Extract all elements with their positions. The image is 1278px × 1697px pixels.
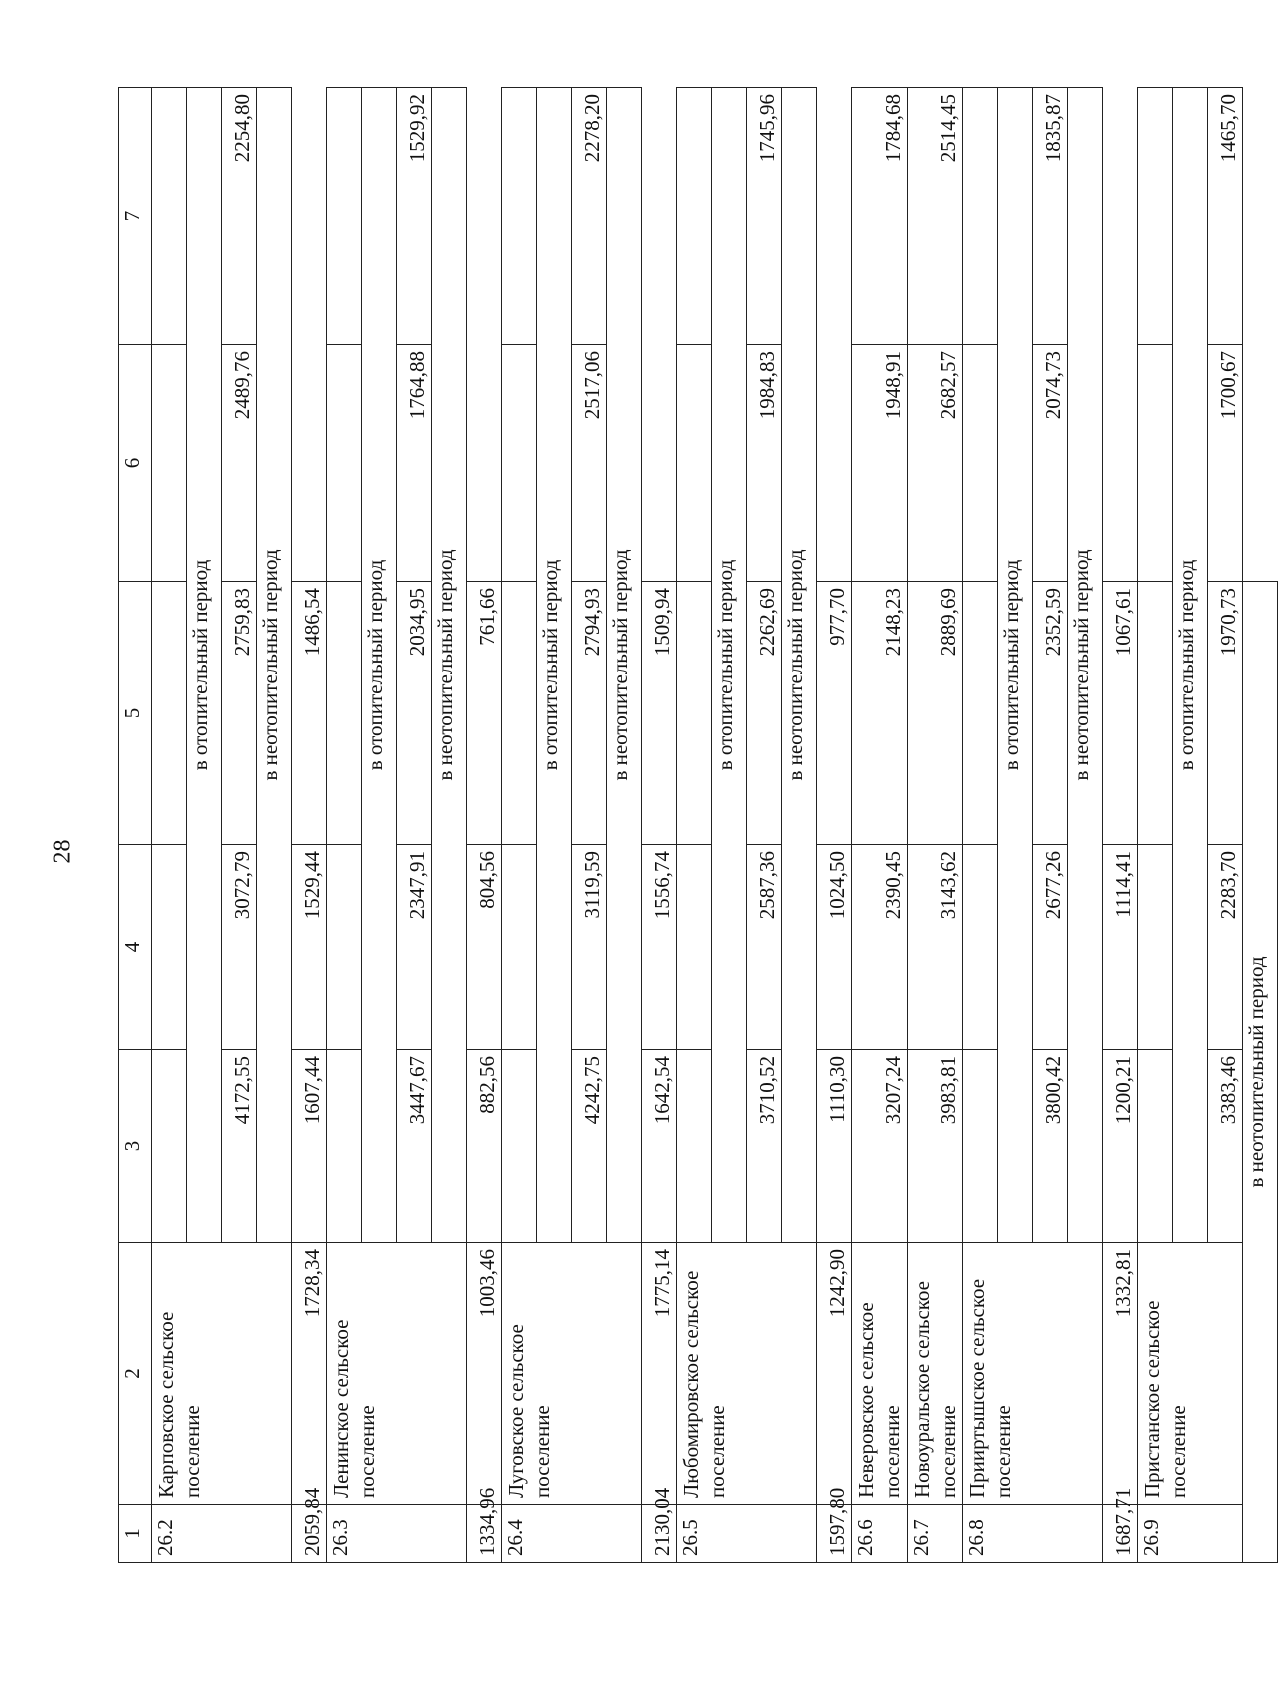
settlement-header-row bbox=[677, 88, 712, 1563]
row-code: 26.8 bbox=[963, 1505, 1103, 1563]
value-cell: 1529,92 bbox=[397, 88, 432, 345]
value-cell: 1200,21 bbox=[1103, 1050, 1138, 1243]
period-label: в неотопительный период bbox=[782, 88, 817, 1243]
value-cell: 1334,96 bbox=[467, 1505, 502, 1563]
value-cell: 2759,83 bbox=[222, 582, 257, 845]
row-code: 26.3 bbox=[327, 1505, 467, 1563]
values-row bbox=[292, 88, 327, 1563]
value-cell: 1110,30 bbox=[817, 1050, 852, 1243]
values-row bbox=[817, 88, 852, 1563]
settlement-name: Любомировское сельское поселение bbox=[677, 1243, 817, 1505]
value-cell: 2489,76 bbox=[222, 345, 257, 582]
empty-cell bbox=[502, 345, 537, 582]
settlement-name: Луговское сельское поселение bbox=[502, 1243, 642, 1505]
value-cell: 2034,95 bbox=[397, 582, 432, 845]
empty-cell bbox=[963, 345, 998, 582]
value-cell: 1114,41 bbox=[1103, 845, 1138, 1050]
value-cell: 1003,46 bbox=[467, 1243, 502, 1505]
column-header: 2 bbox=[119, 1243, 152, 1505]
period-label: в отопительный период bbox=[998, 88, 1033, 1243]
value-cell: 1024,50 bbox=[817, 845, 852, 1050]
value-cell: 2677,26 bbox=[1033, 845, 1068, 1050]
value-cell: 2278,20 bbox=[572, 88, 607, 345]
settlement-name: Новоуральское сельское поселение bbox=[907, 1243, 963, 1505]
value-cell: 2262,69 bbox=[747, 582, 782, 845]
value-cell: 1642,54 bbox=[642, 1050, 677, 1243]
empty-cell bbox=[1138, 345, 1173, 582]
empty-cell bbox=[327, 582, 362, 845]
period-label: в отопительный период bbox=[362, 88, 397, 1243]
value-cell: 1970,73 bbox=[1208, 582, 1243, 845]
period-label: в отопительный период bbox=[712, 88, 747, 1243]
settlement-name: Карповское сельское поселение bbox=[152, 1243, 292, 1505]
settlement-name: Неверовское сельское поселение bbox=[852, 1243, 908, 1505]
period-label: в неотопительный период bbox=[1068, 88, 1103, 1243]
value-cell: 1764,88 bbox=[397, 345, 432, 582]
value-cell: 1242,90 bbox=[817, 1243, 852, 1505]
value-cell: 1700,67 bbox=[1208, 345, 1243, 582]
value-cell: 2889,69 bbox=[907, 582, 963, 845]
empty-cell bbox=[963, 582, 998, 845]
values-row bbox=[1103, 88, 1138, 1563]
column-header: 4 bbox=[119, 845, 152, 1050]
value-cell: 2517,06 bbox=[572, 345, 607, 582]
settlement-header-row bbox=[963, 88, 998, 1563]
settlement-name: Ленинское сельское поселение bbox=[327, 1243, 467, 1505]
empty-cell bbox=[1138, 845, 1173, 1050]
column-number-header-row bbox=[119, 88, 152, 1563]
value-cell: 3710,52 bbox=[747, 1050, 782, 1243]
value-cell: 3143,62 bbox=[907, 845, 963, 1050]
value-cell: 1745,96 bbox=[747, 88, 782, 345]
values-row bbox=[642, 88, 677, 1563]
empty-cell bbox=[502, 88, 537, 345]
settlement-header-row bbox=[152, 88, 187, 1563]
rotated-table-container bbox=[118, 88, 1268, 1563]
value-cell: 3983,81 bbox=[907, 1050, 963, 1243]
empty-cell bbox=[1138, 1050, 1173, 1243]
period-label: в неотопительный период bbox=[1243, 582, 1278, 1563]
empty-cell bbox=[677, 582, 712, 845]
value-cell: 1728,34 bbox=[292, 1243, 327, 1505]
settlement-header-row bbox=[1138, 88, 1173, 1563]
settlement-single-row bbox=[852, 88, 908, 1563]
table-body bbox=[152, 88, 1278, 1563]
period-label: в отопительный период bbox=[537, 88, 572, 1243]
value-cell: 2148,23 bbox=[852, 582, 908, 845]
value-cell: 1835,87 bbox=[1033, 88, 1068, 345]
value-cell: 2587,36 bbox=[747, 845, 782, 1050]
value-cell: 1687,71 bbox=[1103, 1505, 1138, 1563]
value-cell: 1607,44 bbox=[292, 1050, 327, 1243]
empty-cell bbox=[677, 1050, 712, 1243]
value-cell: 4172,55 bbox=[222, 1050, 257, 1243]
empty-cell bbox=[502, 1050, 537, 1243]
period-label: в отопительный период bbox=[187, 88, 222, 1243]
row-code: 26.7 bbox=[907, 1505, 963, 1563]
value-cell: 2347,91 bbox=[397, 845, 432, 1050]
row-code: 26.9 bbox=[1138, 1505, 1243, 1563]
empty-cell bbox=[1138, 88, 1173, 345]
value-cell: 1784,68 bbox=[852, 88, 908, 345]
value-cell: 2130,04 bbox=[642, 1505, 677, 1563]
value-cell: 2514,45 bbox=[907, 88, 963, 345]
value-cell: 2794,93 bbox=[572, 582, 607, 845]
settlement-name: Пристанское сельское поселение bbox=[1138, 1243, 1243, 1505]
row-code: 26.5 bbox=[677, 1505, 817, 1563]
period-label: в отопительный период bbox=[1173, 88, 1208, 1243]
value-cell: 2682,57 bbox=[907, 345, 963, 582]
empty-cell bbox=[152, 88, 187, 345]
empty-cell bbox=[963, 1050, 998, 1243]
empty-cell bbox=[677, 88, 712, 345]
settlement-single-row bbox=[907, 88, 963, 1563]
settlement-header-row bbox=[502, 88, 537, 1563]
value-cell: 3383,46 bbox=[1208, 1050, 1243, 1243]
value-cell: 3800,42 bbox=[1033, 1050, 1068, 1243]
value-cell: 882,56 bbox=[467, 1050, 502, 1243]
value-cell: 977,70 bbox=[817, 582, 852, 845]
empty-cell bbox=[677, 345, 712, 582]
value-cell: 1529,44 bbox=[292, 845, 327, 1050]
value-cell: 4242,75 bbox=[572, 1050, 607, 1243]
value-cell: 3072,79 bbox=[222, 845, 257, 1050]
settlement-name: Прииртышское сельское поселение bbox=[963, 1243, 1103, 1505]
empty-cell bbox=[152, 582, 187, 845]
empty-cell bbox=[1138, 582, 1173, 845]
empty-cell bbox=[502, 845, 537, 1050]
value-cell: 1332,81 bbox=[1103, 1243, 1138, 1505]
value-cell: 2283,70 bbox=[1208, 845, 1243, 1050]
value-cell: 1486,54 bbox=[292, 582, 327, 845]
value-cell: 3447,67 bbox=[397, 1050, 432, 1243]
column-header: 3 bbox=[119, 1050, 152, 1243]
empty-cell bbox=[327, 845, 362, 1050]
value-cell: 2074,73 bbox=[1033, 345, 1068, 582]
value-cell: 2352,59 bbox=[1033, 582, 1068, 845]
empty-cell bbox=[963, 845, 998, 1050]
row-code: 26.2 bbox=[152, 1505, 292, 1563]
column-header: 5 bbox=[119, 582, 152, 845]
value-cell: 804,56 bbox=[467, 845, 502, 1050]
value-cell: 2390,45 bbox=[852, 845, 908, 1050]
tariff-table bbox=[118, 87, 1278, 1563]
period-label: в неотопительный период bbox=[607, 88, 642, 1243]
settlement-header-row bbox=[327, 88, 362, 1563]
empty-cell bbox=[677, 845, 712, 1050]
row-code: 26.4 bbox=[502, 1505, 642, 1563]
empty-cell bbox=[327, 88, 362, 345]
column-header: 1 bbox=[119, 1505, 152, 1563]
column-header: 7 bbox=[119, 88, 152, 345]
page-number: 28 bbox=[49, 839, 76, 864]
value-cell: 1509,94 bbox=[642, 582, 677, 845]
value-cell: 2059,84 bbox=[292, 1505, 327, 1563]
empty-cell bbox=[327, 1050, 362, 1243]
value-cell: 1948,91 bbox=[852, 345, 908, 582]
row-code: 26.6 bbox=[852, 1505, 908, 1563]
empty-cell bbox=[327, 345, 362, 582]
empty-cell bbox=[963, 88, 998, 345]
period-row bbox=[1243, 88, 1278, 1563]
value-cell: 3207,24 bbox=[852, 1050, 908, 1243]
value-cell: 1067,61 bbox=[1103, 582, 1138, 845]
value-cell: 1984,83 bbox=[747, 345, 782, 582]
empty-cell bbox=[152, 345, 187, 582]
period-label: в неотопительный период bbox=[257, 88, 292, 1243]
value-cell: 1597,80 bbox=[817, 1505, 852, 1563]
empty-cell bbox=[502, 582, 537, 845]
value-cell: 1775,14 bbox=[642, 1243, 677, 1505]
period-label: в неотопительный период bbox=[432, 88, 467, 1243]
empty-cell bbox=[152, 1050, 187, 1243]
column-header: 6 bbox=[119, 345, 152, 582]
empty-cell bbox=[152, 845, 187, 1050]
value-cell: 1465,70 bbox=[1208, 88, 1243, 345]
value-cell: 2254,80 bbox=[222, 88, 257, 345]
value-cell: 3119,59 bbox=[572, 845, 607, 1050]
values-row bbox=[467, 88, 502, 1563]
value-cell: 761,66 bbox=[467, 582, 502, 845]
value-cell: 1556,74 bbox=[642, 845, 677, 1050]
